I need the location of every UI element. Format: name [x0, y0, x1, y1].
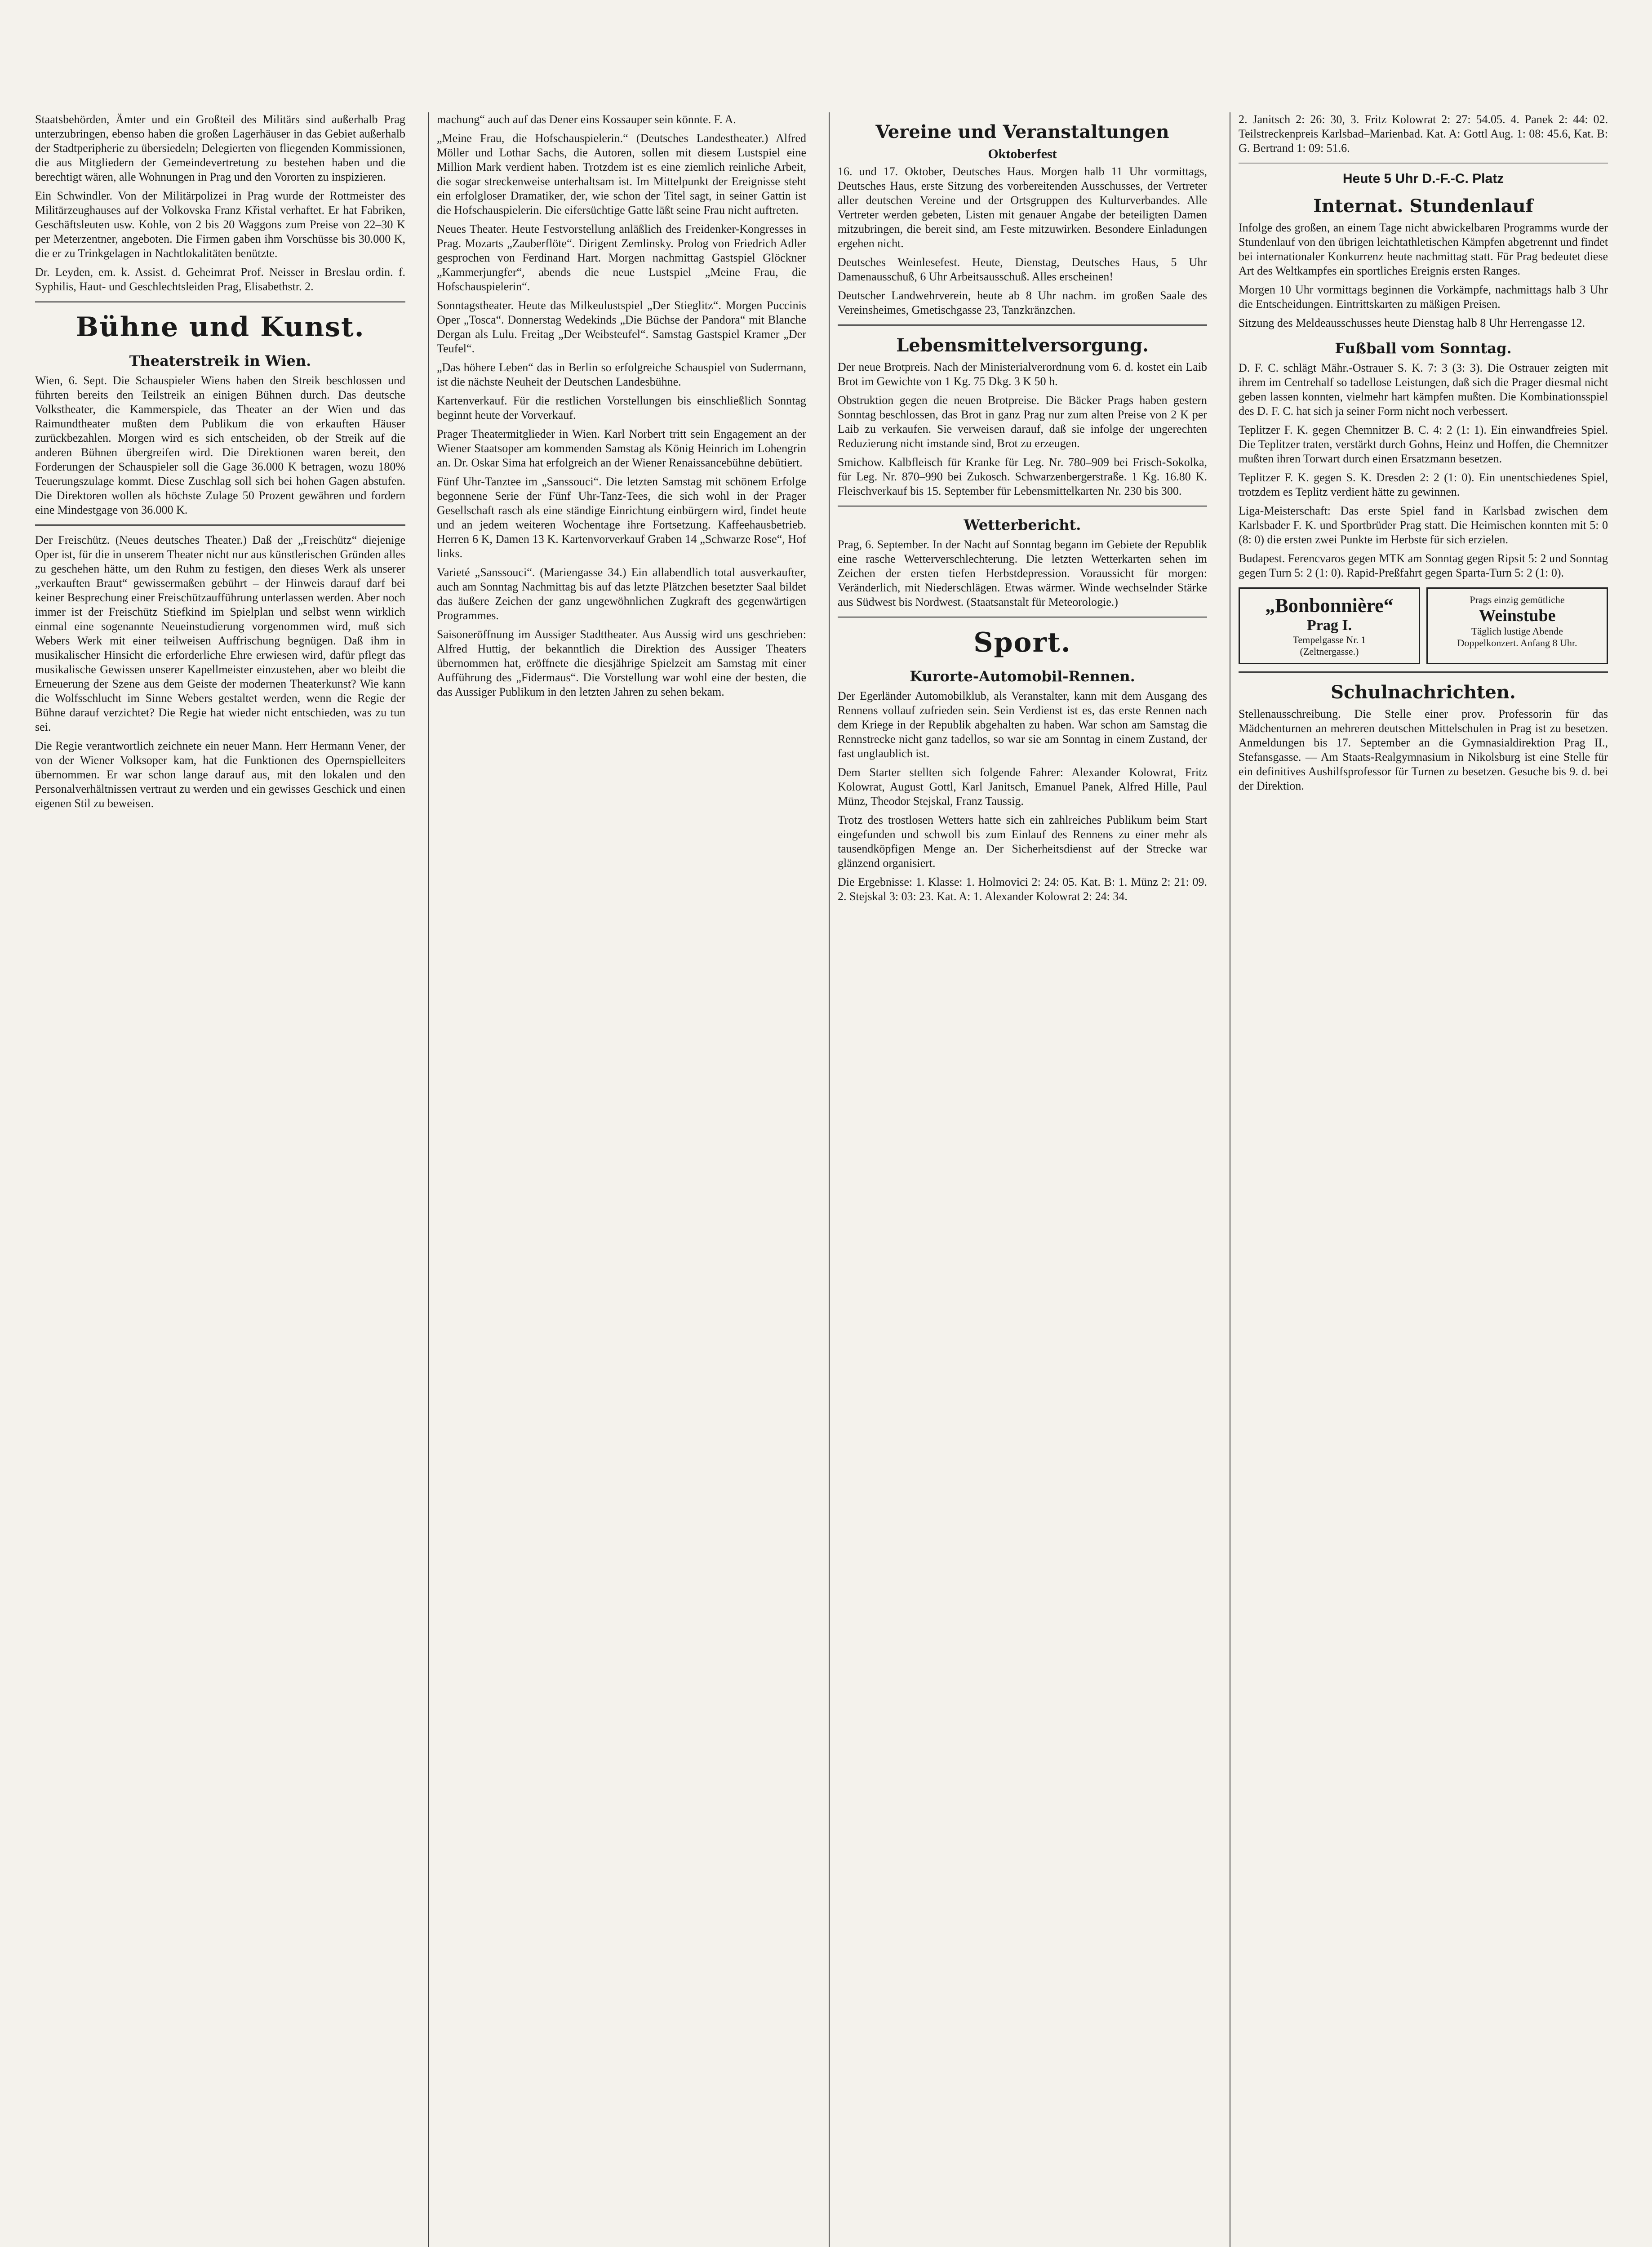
article-paragraph: Kartenverkauf. Für die restlichen Vorstellungen bis einschließlich Sonntag beginnt heute der Vorverkauf.: [437, 394, 806, 422]
article-paragraph: Ein Schwindler. Von der Militärpolizei in Prag wurde der Rottmeister des Militärzeughauses auf der Volkovska Franz Křistal verhaftet. Er hat Fabriken, Geschäftsleuten usw. Kohle, von 2 bis 20 Waggons zum Preise von 22–30 K per Meterzentner, angeboten. Die Firmen gaben ihm Vorschüsse bis 30.000 K, die er zu Trinkgelagen in Nachtlokalitäten benützte.: [35, 189, 405, 260]
article-paragraph: Varieté „Sanssouci“. (Mariengasse 34.) Ein allabendlich total ausverkaufter, auch am Sonntag Nachmittag bis auf das letzte Plätzchen besetzter Saal bildet das äußere Zeichen der ganz ungewöhnlichen Zugkraft des gegenwärtigen Programmes.: [437, 566, 806, 622]
article-paragraph: Morgen 10 Uhr vormittags beginnen die Vorkämpfe, nachmittags halb 3 Uhr die Entscheidungen. Eintrittskarten zu mäßigen Preisen.: [1239, 283, 1608, 311]
section-heading: Vereine und Veranstaltungen: [875, 121, 1169, 142]
divider: [35, 301, 405, 302]
article-paragraph: Staatsbehörden, Ämter und ein Großteil des Militärs sind außerhalb Prag unterzubringen, ebenso haben die großen Lagerhäuser in das Gebiet außerhalb der Stadtperipherie zu übersiedeln; Delegierten von fliegenden Kommissionen, die aus Mitgliedern der Gemeindevertretung zu bestehen haben und die berechtigt wären, alle Wohnungen in Prag und den Vororten zu inspizieren.: [35, 113, 405, 183]
advertisement-line: Dr. Leyden, em. k. Assist. d. Geheimrat Prof. Neisser in Breslau ordin. f. Syphilis, Haut- und Geschlechtsleiden Prag, Elisabethstr. 2.: [35, 266, 405, 293]
article-paragraph: Obstruktion gegen die neuen Brotpreise. Die Bäcker Prags haben gestern Sonntag beschlossen, das Brot in ganz Prag nur zum alten Preise von 2 K per Laib zu verkaufen. Sie verweisen darauf, daß sie infolge der ungerechten Reduzierung nicht imstande sind, Brot zu erzeugen.: [838, 394, 1207, 450]
divider: [1239, 671, 1608, 673]
ad-weinstube: [1426, 587, 1608, 664]
article-paragraph: Neues Theater. Heute Festvorstellung anläßlich des Freidenker-Kongresses in Prag. Mozarts „Zauberflöte“. Dirigent Zemlinsky. Prolog von Friedrich Adler gesprochen von Ferdinand Hart. Morgen nachmittag Gastspiel Glöckner „Kammerjungfer“, abends die neue Lustspiel „Meine Frau, die Hofschauspielerin“.: [437, 222, 806, 293]
article-paragraph: Der Freischütz. (Neues deutsches Theater.) Daß der „Freischütz“ diejenige Oper ist, für die in unserem Theater nicht nur aus künstlerischen Gründen alles zu geschehen hätte, um den Ruhm zu festigen, den dieses Werk als unserer „verkauften Braut“ gewissermaßen gebührt – der Hinweis darauf darf bei keiner Besprechung einer Freischützaufführung unterlassen werden. Aber noch immer ist der Freischütz Stiefkind im Spielplan und selbst wenn wirklich einmal eine sogenannte Neueinstudierung vorgenommen wird, muß sich Webers Werk mit einer teilweisen Auffrischung begnügen. Daß ihm in musikalischer Hinsicht die erforderliche Ehre erwiesen wird, dafür pflegt das musikalische Gewissen unserer Kapellmeister einzustehen, aber wo bleibt die Erneuerung der Szene aus dem Geiste der modernen Theaterkunst? Wie kann die Wolfsschlucht im Sinne Webers gestaltet werden, wenn die Regie der Bühne darauf verzichtet? Die Regie hat wieder nicht entschieden, was zu tun sei.: [35, 533, 405, 733]
article-paragraph: Sonntagstheater. Heute das Milkeulustspiel „Der Stieglitz“. Morgen Puccinis Oper „Tosca“. Donnerstag Wedekinds „Die Büchse der Pandora“ mit Blanche Dergan als Lulu. Freitag „Der Weibsteufel“. Samstag Gastspiel Kramer „Der Teufel“.: [437, 299, 806, 355]
article-paragraph: Der neue Brotpreis. Nach der Ministerialverordnung vom 6. d. kostet ein Laib Brot im Gewichte von 1 Kg. 75 Dkg. 3 K 50 h.: [838, 360, 1207, 388]
ad-title: Weinstube: [1479, 606, 1556, 625]
divider: [838, 617, 1207, 618]
divider: [838, 324, 1207, 326]
article-paragraph: Teplitzer F. K. gegen S. K. Dresden 2: 2 (1: 0). Ein unentschiedenes Spiel, trotzdem es Teplitz verdient hätte zu gewinnen.: [1239, 471, 1608, 498]
article-paragraph: Prag, 6. September. In der Nacht auf Sonntag begann im Gebiete der Republik eine rasche Wetterverschlechterung. Die letzten Wetterkarten sehen im Zeichen der ersten tiefen Herbstdepression. Voraussicht für morgen: Veränderlich, mit Niederschlägen. Etwas wärmer. Winde wechselnder Stärke aus Südwest bis Nordwest. (Staatsanstalt für Meteorologie.): [838, 538, 1207, 608]
section-heading: Lebensmittelversorgung.: [896, 335, 1149, 356]
divider: [35, 524, 405, 526]
ad-title: „Bonbonnière“: [1265, 595, 1394, 617]
column-1: [27, 112, 413, 2247]
article-heading: Oktoberfest: [988, 147, 1057, 161]
section-heading: Bühne und Kunst.: [75, 311, 365, 343]
ad-row: [1239, 587, 1608, 664]
article-paragraph: Wien, 6. Sept. Die Schauspieler Wiens haben den Streik beschlossen und führten bereits den Teilstreik an einigen Bühnen durch. Das deutsche Volkstheater, die Kammerspiele, das Theater an der Wien und das Raimundtheater mußten dem Publikum die von erkauften Häuser zurückbezahlen. Morgen wird es sich entscheiden, ob der Streik auf die anderen Bühnen übergreifen wird. Die Direktionen waren bereit, den Forderungen der Schauspieler soll die Gage 36.000 K betragen, wozu 180% Teuerungszulage kommt. Diese Zuschlag soll sich bei hohen Gagen abstufen. Die Direktoren wollen als höchste Zulage 50 Prozent gewähren und fordern eine Mindestgage von 36.000 K.: [35, 374, 405, 516]
article-paragraph: Die Regie verantwortlich zeichnete ein neuer Mann. Herr Hermann Vener, der von der Wiener Volksoper kam, hat die Funktionen des Opernspielleiters übernommen. Er war schon lange darauf aus, mit den lokalen und den Personalverhältnissen vertraut zu werden und ein gewisses Geschick und einen eigenen Stil zu beweisen.: [35, 739, 405, 810]
ad-city: Prag I.: [1306, 617, 1352, 634]
section-heading: Schulnachrichten.: [1331, 682, 1516, 703]
article-paragraph: Saisoneröffnung im Aussiger Stadttheater. Aus Aussig wird uns geschrieben: Alfred Huttig, der bekanntlich die Direktion des Aussiger Theaters übernommen hat, eröffnete die diesjährige Spielzeit am Samstag mit einer Aufführung des „Fidermaus“. Die Vorstellung war wohl eine der besten, die das Aussiger Publikum in den letzten Jahren zu sehen bekam.: [437, 628, 806, 698]
article-paragraph: „Das höhere Leben“ das in Berlin so erfolgreiche Schauspiel von Sudermann, ist die nächste Neuheit der Deutschen Landesbühne.: [437, 361, 806, 388]
section-heading: Wetterbericht.: [964, 516, 1081, 533]
divider: [838, 506, 1207, 507]
article-paragraph: 16. und 17. Oktober, Deutsches Haus. Morgen halb 11 Uhr vormittags, Deutsches Haus, erste Sitzung des vorbereitenden Ausschusses, der Vertreter aller deutschen Vereine und der Ortsgruppen des Kulturverbandes. Alle Vertreter werden gebeten, Listen mit genauer Angabe der beteiligten Damen mitzubringen, die bereit sind, am Feste mitzuwirken. Besondere Einladungen ergehen nicht.: [838, 165, 1207, 250]
ad-bonbonniere: [1239, 587, 1420, 664]
article-paragraph: Die Ergebnisse: 1. Klasse: 1. Holmovici 2: 24: 05. Kat. B: 1. Münz 2: 21: 09. 2. Stejskal 3: 03: 23. Kat. A: 1. Alexander Kolowrat 2: 24: 34.: [838, 875, 1207, 903]
article-heading: Theaterstreik in Wien.: [129, 352, 311, 369]
ad-address: Tempelgasse Nr. 1: [1292, 634, 1366, 645]
section-heading: Fußball vom Sonntag.: [1335, 340, 1512, 357]
article-paragraph: Deutsches Weinlesefest. Heute, Dienstag, Deutsches Haus, 5 Uhr Damenausschuß, 6 Uhr Arbeitsausschuß. Alles erscheinen!: [838, 256, 1207, 283]
article-paragraph: Infolge des großen, an einem Tage nicht abwickelbaren Programms wurde der Stundenlauf von den übrigen leichtathletischen Kämpfen abgetrennt und findet bei internationaler Konkurrenz heute nachmittag statt. Für Prag bedeutet diese Art des Weltkampfes ein sportliches Ereignis ersten Ranges.: [1239, 221, 1608, 277]
article-paragraph: Teplitzer F. K. gegen Chemnitzer B. C. 4: 2 (1: 1). Ein einwandfreies Spiel. Die Teplitzer traten, verstärkt durch Gohns, Heinz und Hoffen, die Chemnitzer mußten ihren Torwart durch einen Ersatzmann besetzen.: [1239, 423, 1608, 465]
article-heading: Kurorte-Automobil-Rennen.: [910, 668, 1135, 685]
article-paragraph: Deutscher Landwehrverein, heute ab 8 Uhr nachm. im großen Saale des Vereinsheimes, Gmetischgasse 23, Tanzkränzchen.: [838, 289, 1207, 316]
article-paragraph: Trotz des trostlosen Wetters hatte sich ein zahlreiches Publikum beim Start eingefunden und schwoll bis zum Einlauf des Rennens zu einer mehr als tausendköpfigen Menge an. Der Sicherheitsdienst auf der Strecke war glänzend organisiert.: [838, 813, 1207, 870]
article-paragraph: Liga-Meisterschaft: Das erste Spiel fand in Karlsbad zwischen dem Karlsbader F. K. und Sportbrüder Prag statt. Die Heimischen konnten mit 5: 0 (8: 0) die ersten zwei Punkte im Herbste für sich erzielen.: [1239, 504, 1608, 546]
article-paragraph: D. F. C. schlägt Mähr.-Ostrauer S. K. 7: 3 (3: 3). Die Ostrauer zeigten mit ihrem im Centrehalf so tadellose Leistungen, daß sich die Prager diesmal nicht geben lassen konnten, vielmehr hart kämpfen mußten. Die Kombinationsspiel des D. F. C. hat sich ja seiner Form nicht noch verbessert.: [1239, 361, 1608, 417]
article-paragraph: Smichow. Kalbfleisch für Kranke für Leg. Nr. 780–909 bei Frisch-Sokolka, für Leg. Nr. 870–990 bei Zukosch. Schwarzenbergerstraße. 1 Kg. 16.80 K. Fleischverkauf bis 15. September für Lebensmittelkarten Nr. 230 bis 300.: [838, 456, 1207, 497]
article-paragraph: „Meine Frau, die Hofschauspielerin.“ (Deutsches Landestheater.) Alfred Möller und Lothar Sachs, die Autoren, sollen mit diesem Lustspiel eine Million Mark verdient haben. Trotzdem ist es eine ziemlich reinliche Arbeit, die sogar streckenweise unterhaltsam ist. Im Mittelpunkt der Ereignisse steht ein erfolgloser Dramatiker, der, wie schon der Titel sagt, in seiner Gattin ist die Hofschauspielerin. Die eifersüchtige Gatte läßt seine Frau nicht auftreten.: [437, 132, 806, 217]
event-time: Heute 5 Uhr D.-F.-C. Platz: [1342, 171, 1504, 186]
article-paragraph: Der Egerländer Automobilklub, als Veranstalter, kann mit dem Ausgang des Rennens vollauf zufrieden sein. Sein Verdienst ist es, das erste Rennen nach dem Kriege in der Republik abgehalten zu haben. War schon am Samstag die Rennstrecke nicht ganz tadellos, so war sie am Sonntag in einem Zustand, der fast unglaublich ist.: [838, 689, 1207, 760]
ad-note: (Zeltnergasse.): [1300, 646, 1359, 657]
ad-line: Doppelkonzert. Anfang 8 Uhr.: [1457, 637, 1577, 648]
column-2: [428, 112, 814, 2247]
ad-line: Täglich lustige Abende: [1471, 626, 1563, 637]
article-paragraph: Prager Theatermitglieder in Wien. Karl Norbert tritt sein Engagement an der Wiener Staatsoper am kommenden Samstag als König Heinrich im Lohengrin an. Dr. Oskar Sima hat erfolgreich an der Wiener Renaissancebühne debütiert.: [437, 427, 806, 469]
divider: [1239, 163, 1608, 164]
article-paragraph: 2. Janitsch 2: 26: 30, 3. Fritz Kolowrat 2: 27: 54.05. 4. Panek 2: 44: 02. Teilstreckenpreis Karlsbad–Marienbad. Kat. A: Gottl Aug. 1: 08: 45.6, Kat. B: G. Bertrand 1: 09: 51.6.: [1239, 113, 1608, 155]
newspaper-page: [27, 112, 1625, 2247]
article-paragraph: Budapest. Ferencvaros gegen MTK am Sonntag gegen Ripsit 5: 2 und Sonntag gegen Turn 5: 2 (1: 0). Rapid-Preßfahrt gegen Sparta-Turn 5: 2 (1: 0).: [1239, 552, 1608, 579]
section-heading: Internat. Stundenlauf: [1313, 195, 1533, 217]
article-paragraph: Stellenausschreibung. Die Stelle einer prov. Professorin für das Mädchenturnen an mehreren deutschen Mittelschulen in Prag ist zu besetzen. Anmeldungen bis 17. September an die Gymnasialdirektion Prag II., Stefansgasse. — Am Staats-Realgymnasium in Nikolsburg ist eine Stelle für ein definitives Aushilfsprofessor für Turnen zu besetzen. Gesuche bis 9. d. bei der Direktion.: [1239, 707, 1608, 792]
column-3: [829, 112, 1215, 2247]
article-paragraph: Dem Starter stellten sich folgende Fahrer: Alexander Kolowrat, Fritz Kolowrat, August Gottl, Karl Janitsch, Emanuel Panek, Alfred Hille, Paul Münz, Theodor Stejskal, Franz Taussig.: [838, 766, 1207, 808]
article-paragraph: machung“ auch auf das Dener eins Kossauper sein könnte. F. A.: [437, 113, 736, 126]
column-4: [1230, 112, 1616, 2247]
article-paragraph: Sitzung des Meldeausschusses heute Dienstag halb 8 Uhr Herrengasse 12.: [1239, 316, 1585, 329]
section-heading: Sport.: [973, 627, 1071, 658]
article-paragraph: Fünf Uhr-Tanztee im „Sanssouci“. Die letzten Samstag mit schönem Erfolge begonnene Serie der Fünf Uhr-Tanz-Tees, die sich wohl in der Prager Gesellschaft rasch als eine ständige Einrichtung einbürgern wird, findet heute und an jedem weiteren Wochentage ihre Fortsetzung. Kaffeehausbetrieb. Herren 6 K, Damen 13 K. Kartenvorverkauf Graben 14 „Schwarze Rose“, Hof links.: [437, 475, 806, 560]
ad-line: Prags einzig gemütliche: [1470, 594, 1565, 605]
